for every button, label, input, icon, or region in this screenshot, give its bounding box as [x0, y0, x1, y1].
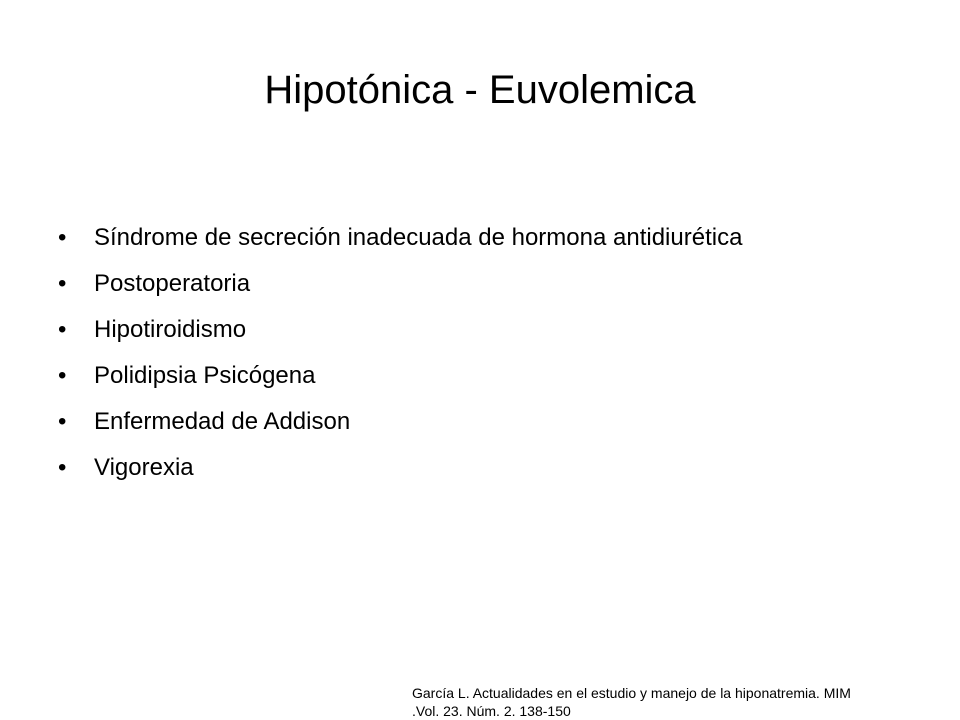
bullet-item — [58, 358, 878, 394]
citation-line-2: .Vol. 23. Núm. 2. 138-150 — [412, 703, 571, 719]
bullet-text: Postoperatoria — [94, 270, 251, 297]
slide-title: Hipotónica - Euvolemica — [264, 68, 696, 112]
bullet-text: Vigorexia — [94, 454, 194, 481]
bullet-item — [58, 450, 878, 486]
bullet-icon: • — [58, 454, 67, 481]
bullet-item — [58, 266, 878, 302]
citation — [412, 684, 932, 720]
bullet-icon: • — [58, 316, 67, 343]
bullet-text: Síndrome de secreción inadecuada de hormona antidiurética — [94, 224, 743, 251]
bullet-icon: • — [58, 362, 67, 389]
bullet-icon: • — [58, 408, 67, 435]
bullet-icon: • — [58, 270, 67, 297]
bullet-icon: • — [58, 224, 67, 251]
bullet-text: Enfermedad de Addison — [94, 408, 351, 435]
bullet-item — [58, 312, 878, 348]
bullet-text: Polidipsia Psicógena — [94, 362, 316, 389]
bullet-item — [58, 404, 878, 440]
bullet-text: Hipotiroidismo — [94, 316, 247, 343]
bullet-item — [58, 220, 878, 256]
citation-line-1: García L. Actualidades en el estudio y manejo de la hiponatremia. MIM — [412, 685, 851, 701]
bullet-list — [58, 220, 878, 496]
